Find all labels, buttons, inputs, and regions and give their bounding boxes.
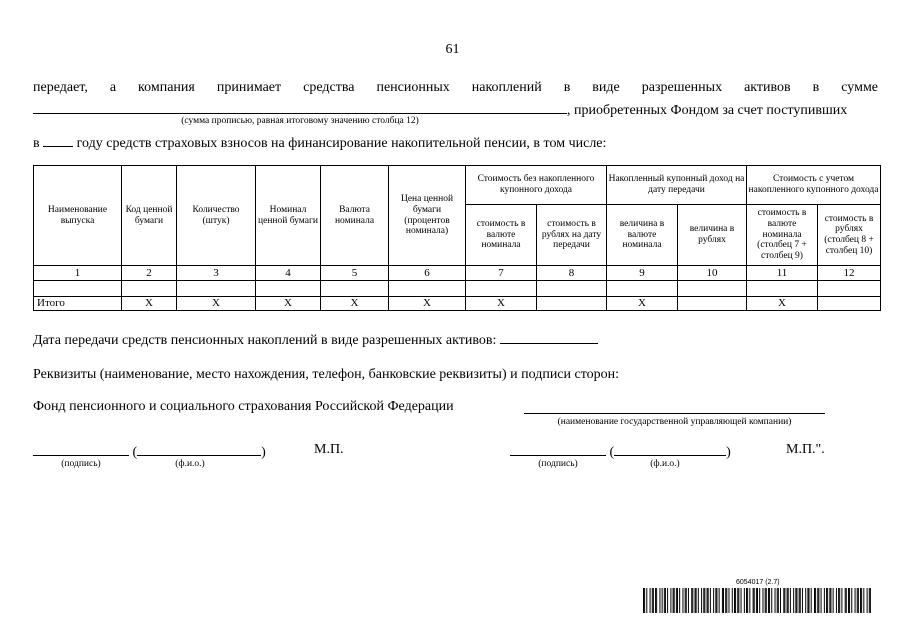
header-col-10: величина в рублях bbox=[678, 205, 747, 266]
total-cell: X bbox=[389, 297, 466, 311]
barcode-bar bbox=[814, 588, 815, 613]
barcode-bar bbox=[757, 588, 758, 613]
transfer-date-blank[interactable] bbox=[500, 330, 598, 344]
barcode-bar bbox=[695, 588, 696, 613]
requisites-label: Реквизиты (наименование, место нахождения, телефон, банковские реквизиты) и подписи сторон: bbox=[33, 367, 620, 382]
barcode-bar bbox=[827, 588, 828, 613]
table-cell[interactable] bbox=[607, 281, 678, 297]
fund-signature-hint: (подпись) bbox=[61, 459, 101, 469]
table-cell[interactable] bbox=[321, 281, 389, 297]
barcode-bar bbox=[846, 588, 847, 613]
header-security-code: Код ценной бумаги bbox=[122, 166, 177, 266]
intro-word: сумме bbox=[841, 80, 879, 95]
barcode-bar bbox=[723, 588, 724, 613]
table-cell[interactable] bbox=[256, 281, 321, 297]
intro-word: в bbox=[812, 80, 820, 95]
barcode-bar bbox=[747, 588, 748, 613]
barcode-bar bbox=[676, 588, 677, 613]
barcode-bar bbox=[644, 588, 645, 613]
barcode-bar bbox=[775, 588, 776, 613]
barcode-bar bbox=[841, 588, 842, 613]
barcode-bar bbox=[646, 588, 647, 613]
sum-blank[interactable] bbox=[33, 100, 567, 114]
barcode-bar bbox=[800, 588, 801, 613]
barcode-bar bbox=[790, 588, 791, 613]
total-cell: X bbox=[321, 297, 389, 311]
barcode-bar bbox=[838, 588, 839, 613]
barcode-bar bbox=[780, 588, 781, 613]
barcode-bar bbox=[848, 588, 849, 613]
intro-word: принимает bbox=[216, 80, 282, 95]
intro-word: активов bbox=[744, 80, 791, 95]
barcode-bar bbox=[857, 588, 858, 613]
manager-name-hint: (ф.и.о.) bbox=[650, 459, 680, 469]
barcode-bar bbox=[769, 588, 770, 613]
intro-word: компания bbox=[138, 80, 195, 95]
barcode-bar bbox=[691, 588, 692, 613]
barcode-bar bbox=[744, 588, 745, 613]
total-cell: X bbox=[747, 297, 818, 311]
intro-word: разрешенных bbox=[641, 80, 723, 95]
manager-name-blank[interactable] bbox=[524, 413, 825, 414]
table-cell[interactable] bbox=[177, 281, 256, 297]
intro-word: пенсионных bbox=[376, 80, 450, 95]
header-col-11: стоимость в валюте номинала (столбец 7 + столбец 9) bbox=[747, 205, 818, 266]
barcode-bar bbox=[688, 588, 689, 613]
transfer-date-line bbox=[33, 330, 598, 349]
manager-person-blank[interactable] bbox=[614, 442, 726, 456]
barcode-bar bbox=[817, 588, 818, 613]
header-col-7: стоимость в валюте номинала bbox=[466, 205, 537, 266]
total-label: Итого bbox=[34, 297, 122, 311]
barcode-bar bbox=[759, 588, 760, 613]
year-blank[interactable] bbox=[43, 133, 73, 147]
paren-open: ( bbox=[609, 445, 615, 460]
column-number: 4 bbox=[256, 266, 321, 281]
barcode-bar bbox=[741, 588, 742, 613]
total-row bbox=[34, 297, 881, 311]
barcode-bar bbox=[811, 588, 812, 613]
barcode-bar bbox=[738, 588, 739, 613]
barcode-bar bbox=[754, 588, 755, 613]
intro-word: передает, bbox=[33, 80, 88, 95]
barcode-bar bbox=[829, 588, 830, 613]
column-number: 10 bbox=[678, 266, 747, 281]
header-col-9: величина в валюте номинала bbox=[607, 205, 678, 266]
barcode-bar bbox=[771, 588, 772, 613]
table-cell[interactable] bbox=[818, 281, 881, 297]
barcode-bar bbox=[821, 588, 822, 613]
total-cell[interactable] bbox=[818, 297, 881, 311]
barcode-bar bbox=[729, 588, 730, 613]
barcode-bar bbox=[722, 588, 723, 613]
total-cell[interactable] bbox=[678, 297, 747, 311]
table-cell[interactable] bbox=[122, 281, 177, 297]
barcode-bar bbox=[674, 588, 675, 613]
manager-stamp-label: М.П.". bbox=[786, 442, 825, 457]
paren-close: ) bbox=[726, 445, 731, 460]
barcode-bar bbox=[805, 588, 806, 613]
header-face-value: Номинал ценной бумаги bbox=[256, 166, 321, 266]
total-cell: X bbox=[607, 297, 678, 311]
barcode-bar bbox=[664, 588, 665, 613]
barcode-bar bbox=[839, 588, 840, 613]
barcode-bar bbox=[870, 588, 871, 613]
barcode-bar bbox=[845, 588, 846, 613]
barcode-bar bbox=[787, 588, 788, 613]
intro-word: средства bbox=[303, 80, 355, 95]
barcode-bar bbox=[653, 588, 654, 613]
barcode-bar bbox=[784, 588, 785, 613]
column-number: 8 bbox=[537, 266, 607, 281]
barcode-bar bbox=[716, 588, 717, 613]
barcode-bar bbox=[670, 588, 671, 613]
barcode-bar bbox=[756, 588, 757, 613]
barcode-bar bbox=[863, 588, 864, 613]
sum-hint: (сумма прописью, равная итоговому значению столбца 12) bbox=[181, 116, 419, 126]
barcode-bar bbox=[826, 588, 827, 613]
barcode-bar bbox=[656, 588, 657, 613]
barcode-bar bbox=[737, 588, 738, 613]
fund-signature-blank[interactable] bbox=[33, 442, 129, 456]
column-number: 2 bbox=[122, 266, 177, 281]
barcode-bar bbox=[652, 588, 653, 613]
barcode-bar bbox=[685, 588, 686, 613]
column-number: 9 bbox=[607, 266, 678, 281]
intro-word: накоплений bbox=[471, 80, 542, 95]
barcode-bar bbox=[735, 588, 736, 613]
barcode-bar bbox=[708, 588, 709, 613]
barcode-bar bbox=[682, 588, 683, 613]
total-cell: X bbox=[466, 297, 537, 311]
barcode-bar bbox=[766, 588, 767, 613]
intro-word: виде bbox=[592, 80, 620, 95]
barcode-bar bbox=[836, 588, 837, 613]
barcode-bar bbox=[662, 588, 663, 613]
barcode-bar bbox=[713, 588, 714, 613]
header-group-value-without-coupon: Стоимость без накопленного купонного дохода bbox=[466, 166, 607, 205]
table-cell[interactable] bbox=[678, 281, 747, 297]
intro-line-3-tail: году средств страховых взносов на финансирование накопительной пенсии, в том числе: bbox=[76, 136, 607, 151]
barcode-bar bbox=[703, 588, 704, 613]
barcode-bar bbox=[707, 588, 708, 613]
paren-open: ( bbox=[132, 445, 138, 460]
barcode-bar bbox=[655, 588, 656, 613]
fund-stamp-label: М.П. bbox=[314, 442, 344, 457]
total-cell: X bbox=[177, 297, 256, 311]
column-number: 1 bbox=[34, 266, 122, 281]
barcode-bar bbox=[861, 588, 862, 613]
column-number: 11 bbox=[747, 266, 818, 281]
barcode-bar bbox=[746, 588, 747, 613]
column-number: 5 bbox=[321, 266, 389, 281]
table-cell[interactable] bbox=[34, 281, 122, 297]
manager-signature-blank[interactable] bbox=[510, 442, 606, 456]
barcode-bar bbox=[809, 588, 810, 613]
barcode-bar bbox=[818, 588, 819, 613]
barcode-bar bbox=[715, 588, 716, 613]
barcode-bar bbox=[860, 588, 861, 613]
header-currency: Валюта номинала bbox=[321, 166, 389, 266]
header-issue-name: Наименование выпуска bbox=[34, 166, 122, 266]
barcode-bar bbox=[710, 588, 711, 613]
header-col-12: стоимость в рублях (столбец 8 + столбец 10) bbox=[818, 205, 881, 266]
barcode-bar bbox=[802, 588, 803, 613]
column-number: 3 bbox=[177, 266, 256, 281]
barcode-bar bbox=[726, 588, 727, 613]
intro-line-1 bbox=[33, 80, 878, 96]
barcode-bar bbox=[701, 588, 702, 613]
column-number: 7 bbox=[466, 266, 537, 281]
barcode-bar bbox=[659, 588, 660, 613]
header-quantity: Количество (штук) bbox=[177, 166, 256, 266]
intro-word: а bbox=[109, 80, 117, 95]
barcode-bar bbox=[807, 588, 808, 613]
barcode-bar bbox=[778, 588, 779, 613]
page-number: 61 bbox=[445, 42, 460, 57]
assets-table bbox=[33, 165, 881, 311]
barcode-bar bbox=[788, 588, 789, 613]
barcode-bar bbox=[867, 588, 868, 613]
barcode-bar bbox=[696, 588, 697, 613]
barcode-bar bbox=[673, 588, 674, 613]
header-group-accrued-coupon: Накопленный купонный доход на дату передачи bbox=[607, 166, 747, 205]
total-cell: X bbox=[122, 297, 177, 311]
intro-line-3 bbox=[33, 133, 606, 152]
barcode-bar bbox=[686, 588, 687, 613]
barcode-bar bbox=[858, 588, 859, 613]
barcode-bar bbox=[734, 588, 735, 613]
header-price: Цена ценной бумаги (процентов номинала) bbox=[389, 166, 466, 266]
total-cell: X bbox=[256, 297, 321, 311]
barcode-bar bbox=[783, 588, 784, 613]
data-row bbox=[34, 281, 881, 297]
barcode-bar bbox=[698, 588, 699, 613]
column-number: 12 bbox=[818, 266, 881, 281]
barcode-bar bbox=[753, 588, 754, 613]
barcode-bar bbox=[667, 588, 668, 613]
transfer-date-label: Дата передачи средств пенсионных накоплений в виде разрешенных активов: bbox=[33, 333, 497, 348]
table-cell[interactable] bbox=[747, 281, 818, 297]
barcode-bar bbox=[725, 588, 726, 613]
barcode-bar bbox=[855, 588, 856, 613]
paren-close: ) bbox=[261, 445, 266, 460]
fund-name-hint: (ф.и.о.) bbox=[175, 459, 205, 469]
barcode-bar bbox=[815, 588, 816, 613]
barcode-bar bbox=[762, 588, 763, 613]
header-col-8: стоимость в рублях на дату передачи bbox=[537, 205, 607, 266]
barcode-bar bbox=[799, 588, 800, 613]
barcode-bar bbox=[833, 588, 834, 613]
table-cell[interactable] bbox=[466, 281, 537, 297]
table-cell[interactable] bbox=[389, 281, 466, 297]
barcode-bar bbox=[677, 588, 678, 613]
table-cell[interactable] bbox=[537, 281, 607, 297]
barcode-bar bbox=[765, 588, 766, 613]
barcode-bar bbox=[824, 588, 825, 613]
manager-signature-hint: (подпись) bbox=[538, 459, 578, 469]
intro-line-2-tail: , приобретенных Фондом за счет поступивших bbox=[567, 103, 848, 118]
barcode-bar bbox=[704, 588, 705, 613]
barcode-bar bbox=[849, 588, 850, 613]
barcode-bar bbox=[793, 588, 794, 613]
barcode-bar bbox=[732, 588, 733, 613]
barcode-bar bbox=[665, 588, 666, 613]
barcode-icon bbox=[643, 588, 871, 613]
barcode-bar bbox=[650, 588, 651, 613]
intro-word: в bbox=[563, 80, 571, 95]
barcode-bar bbox=[796, 588, 797, 613]
intro-line-3-prefix: в bbox=[33, 136, 40, 151]
fund-name-blank[interactable] bbox=[137, 442, 261, 456]
barcode-bar bbox=[869, 588, 870, 613]
barcode-bar bbox=[749, 588, 750, 613]
barcode-code-text: 6054017 (2.7) bbox=[736, 579, 780, 586]
barcode-bar bbox=[795, 588, 796, 613]
barcode-bar bbox=[830, 588, 831, 613]
column-number: 6 bbox=[389, 266, 466, 281]
barcode-bar bbox=[777, 588, 778, 613]
barcode-bar bbox=[851, 588, 852, 613]
barcode-bar bbox=[719, 588, 720, 613]
barcode-bar bbox=[643, 588, 644, 613]
column-number-row bbox=[34, 266, 881, 281]
barcode-bar bbox=[679, 588, 680, 613]
total-cell[interactable] bbox=[537, 297, 607, 311]
fund-name: Фонд пенсионного и социального страхования Российской Федерации bbox=[33, 399, 454, 414]
barcode-bar bbox=[692, 588, 693, 613]
header-group-value-with-coupon: Стоимость с учетом накопленного купонного дохода bbox=[747, 166, 881, 205]
manager-hint: (наименование государственной управляющей компании) bbox=[557, 417, 792, 427]
barcode-bar bbox=[768, 588, 769, 613]
